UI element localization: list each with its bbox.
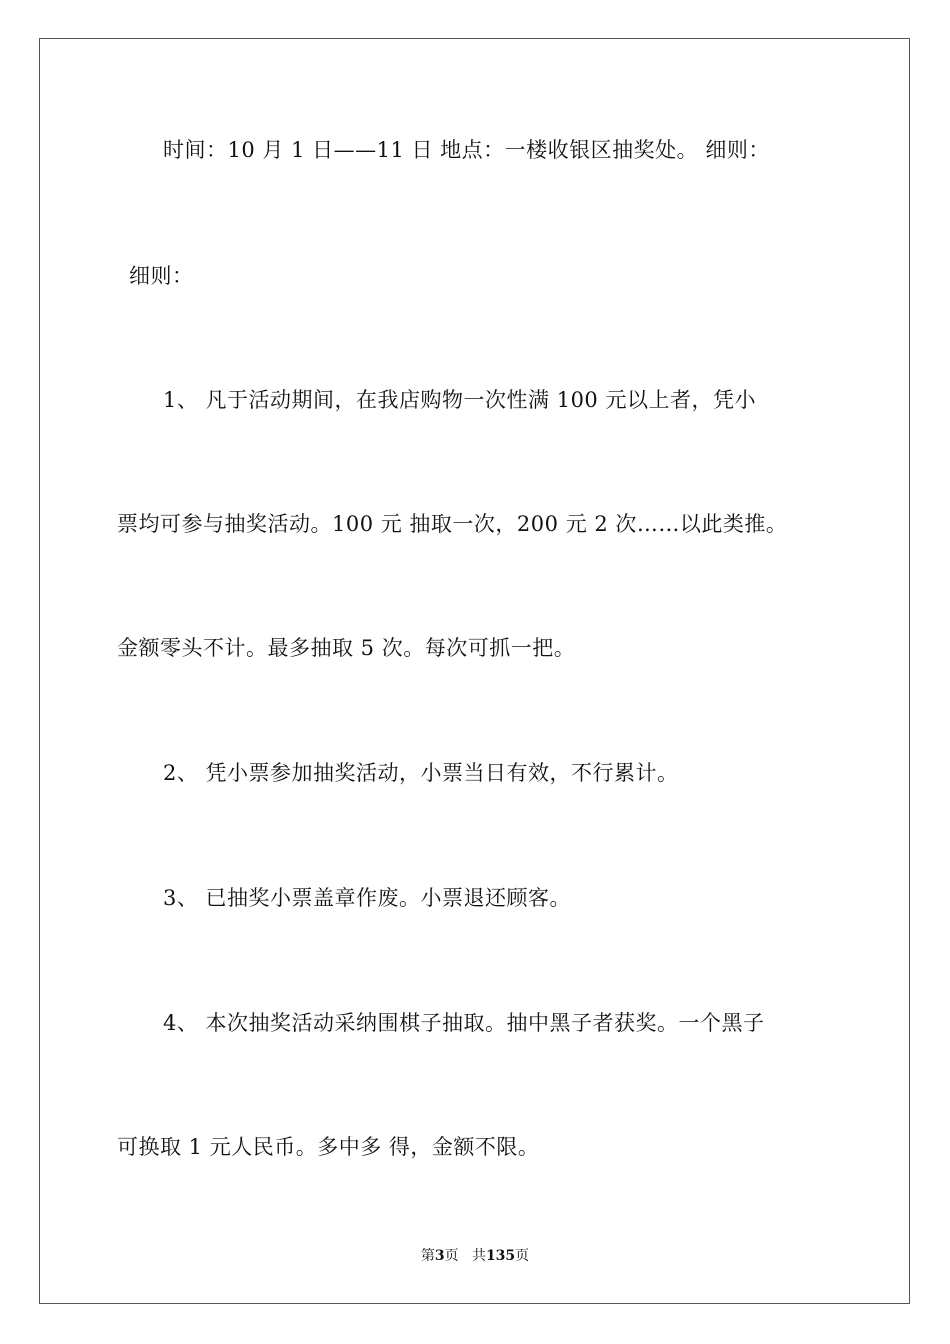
page-footer: [0, 1247, 950, 1265]
footer-total-prefix: 共: [471, 1248, 486, 1264]
rule-2: 2、 凭小票参加抽奖活动，小票当日有效，不行累计。: [163, 761, 679, 785]
rule-1-line-2: 票均可参与抽奖活动。100 元 抽取一次，200 元 2 次……以此类推。: [117, 512, 788, 536]
rule-4-line-2: 可换取 1 元人民币。多中多 得，金额不限。: [117, 1135, 540, 1159]
rule-1-line-1: 1、 凡于活动期间，在我店购物一次性满 100 元以上者，凭小: [163, 388, 756, 412]
page-border: [39, 38, 910, 1304]
paragraph-time-location: 时间：10 月 1 日——11 日 地点：一楼收银区抽奖处。 细则：: [163, 138, 770, 162]
footer-total-suffix: 页: [515, 1248, 530, 1264]
paragraph-rules-heading: 细则：: [129, 264, 194, 288]
footer-page-number: 3: [434, 1248, 445, 1264]
footer-page-prefix: 第: [420, 1248, 435, 1264]
footer-total-pages: 135: [485, 1248, 516, 1264]
rule-4-line-1: 4、 本次抽奖活动采纳围棋子抽取。抽中黑子者获奖。一个黑子: [163, 1011, 765, 1035]
footer-page-suffix: 页: [444, 1248, 459, 1264]
rule-3: 3、 已抽奖小票盖章作废。小票退还顾客。: [163, 886, 572, 910]
rule-1-line-3: 金额零头不计。最多抽取 5 次。每次可抓一把。: [117, 636, 576, 660]
